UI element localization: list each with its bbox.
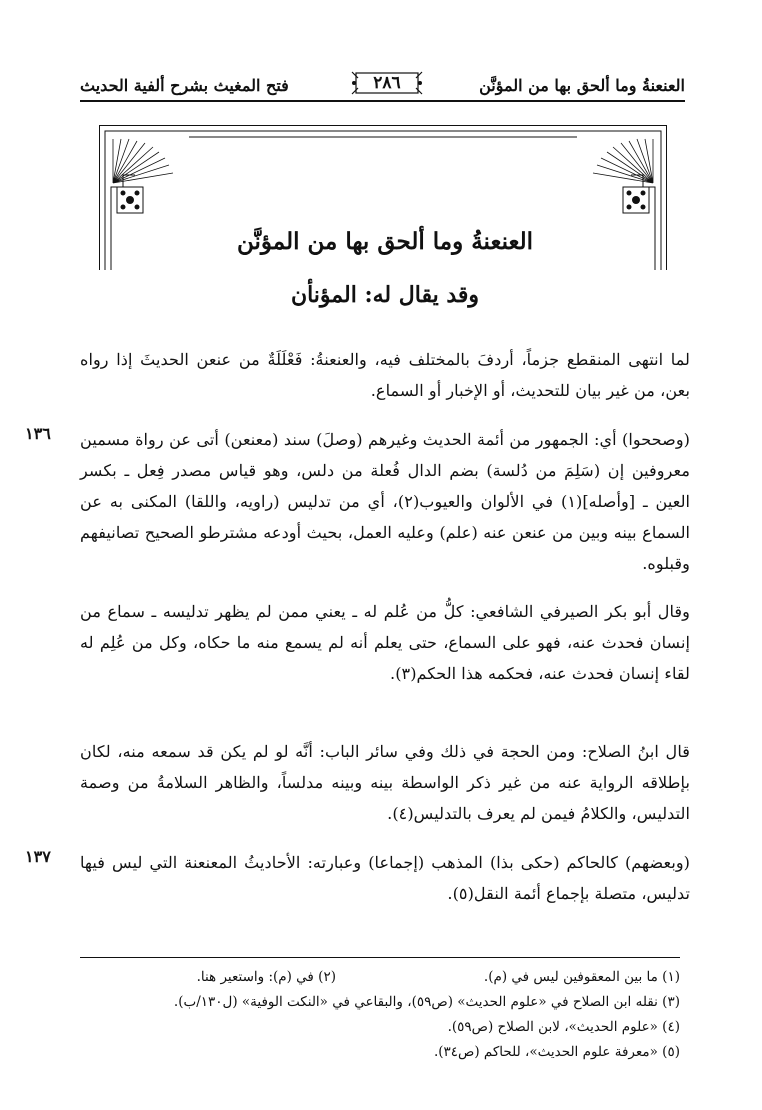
chapter-title: العنعنةُ وما ألحق بها من المؤنَّن <box>236 228 534 255</box>
footnote-1: (١) ما بين المعقوفين ليس في (م). <box>483 969 680 985</box>
paragraph-ibn-salah: قال ابنُ الصلاح: ومن الحجة في ذلك وفي سائر الباب: أنَّه لو لم يكن قد سمعه منه، لكان بإطلاقه الرواية عنه من غير ذكر الواسطة بينه وبينه مدلساً، والظاهر السلامةُ من وصمة التدليس، والكلامُ فيمن لم يعرف بالتدليس(٤). <box>80 742 690 823</box>
chapter-subtitle: وقد يقال له: المؤنأن <box>290 282 480 308</box>
footnote-5: (٥) «معرفة علوم الحديث»، للحاكم (ص٣٤). <box>433 1044 680 1060</box>
footnote-separator <box>80 957 680 958</box>
footnote-3: (٣) نقله ابن الصلاح في «علوم الحديث» (ص٥٩)، والبقاعي في «النكت الوفية» (ل١٣٠/ب). <box>173 994 680 1010</box>
header-book-title: فتح المغيث بشرح ألفية الحديث <box>80 76 289 95</box>
verse-number: ١٣٧ <box>25 847 51 866</box>
running-header <box>80 70 685 106</box>
page-number <box>350 70 424 96</box>
paragraph-verse-137: (وبعضهم) كالحاكم (حكى بذا) المذهب (إجماعا) وعبارته: الأحاديثُ المعنعنة التي ليس فيها تدليس، متصلة بإجماع أئمة النقل(٥). <box>80 853 690 903</box>
paragraph-sayrafi: وقال أبو بكر الصيرفي الشافعي: كلُّ من عُلم له ـ يعني ممن لم يظهر تدليسه ـ سماع من إنسان فحدث عنه، فهو على السماع، حتى يعلم أنه لم يسمع منه ما حكاه، وكل من عُلِم له لقاء إنسان فحدث عنه، فحكمه هذا الحكم(٣). <box>80 602 690 683</box>
page-number-text: ٢٨٦ <box>373 73 401 93</box>
paragraph-verse-136: (وصححوا) أي: الجمهور من أئمة الحديث وغيرهم (وصلَ) سند (معنعن) أتى عن رواة مسمين معروفين إن (سَلِمَ من دُلسة) بضم الدال فُعلة من دلس، وهو قياس مصدر فِعل ـ بكسر العين ـ [وأصله](١) في الألوان والعيوب(٢)، أي من تدليس (راويه، واللقا) المكنى به عن السماع بينه وبين من عنعن عنه (علم) وعليه العمل، بحيث أودعه مشترطو الصحيح تصانيفهم وقبلوه. <box>80 430 691 573</box>
paragraph-intro: لما انتهى المنقطع جزماً، أردفَ بالمختلف فيه، والعنعنةُ: فَعْلَلَةٌ من عنعن الحديثَ إذا رواه بعن، من غير بيان للتحديث، أو الإخبار أو السماع. <box>80 350 690 400</box>
verse-number: ١٣٦ <box>25 424 51 443</box>
header-rule <box>80 100 685 102</box>
footnote-4: (٤) «علوم الحديث»، لابن الصلاح (ص٥٩). <box>447 1019 680 1035</box>
header-chapter-title: العنعنةُ وما ألحق بها من المؤنَّن <box>479 76 685 95</box>
footnote-2: (٢) في (م): واستعير هنا. <box>196 969 336 985</box>
